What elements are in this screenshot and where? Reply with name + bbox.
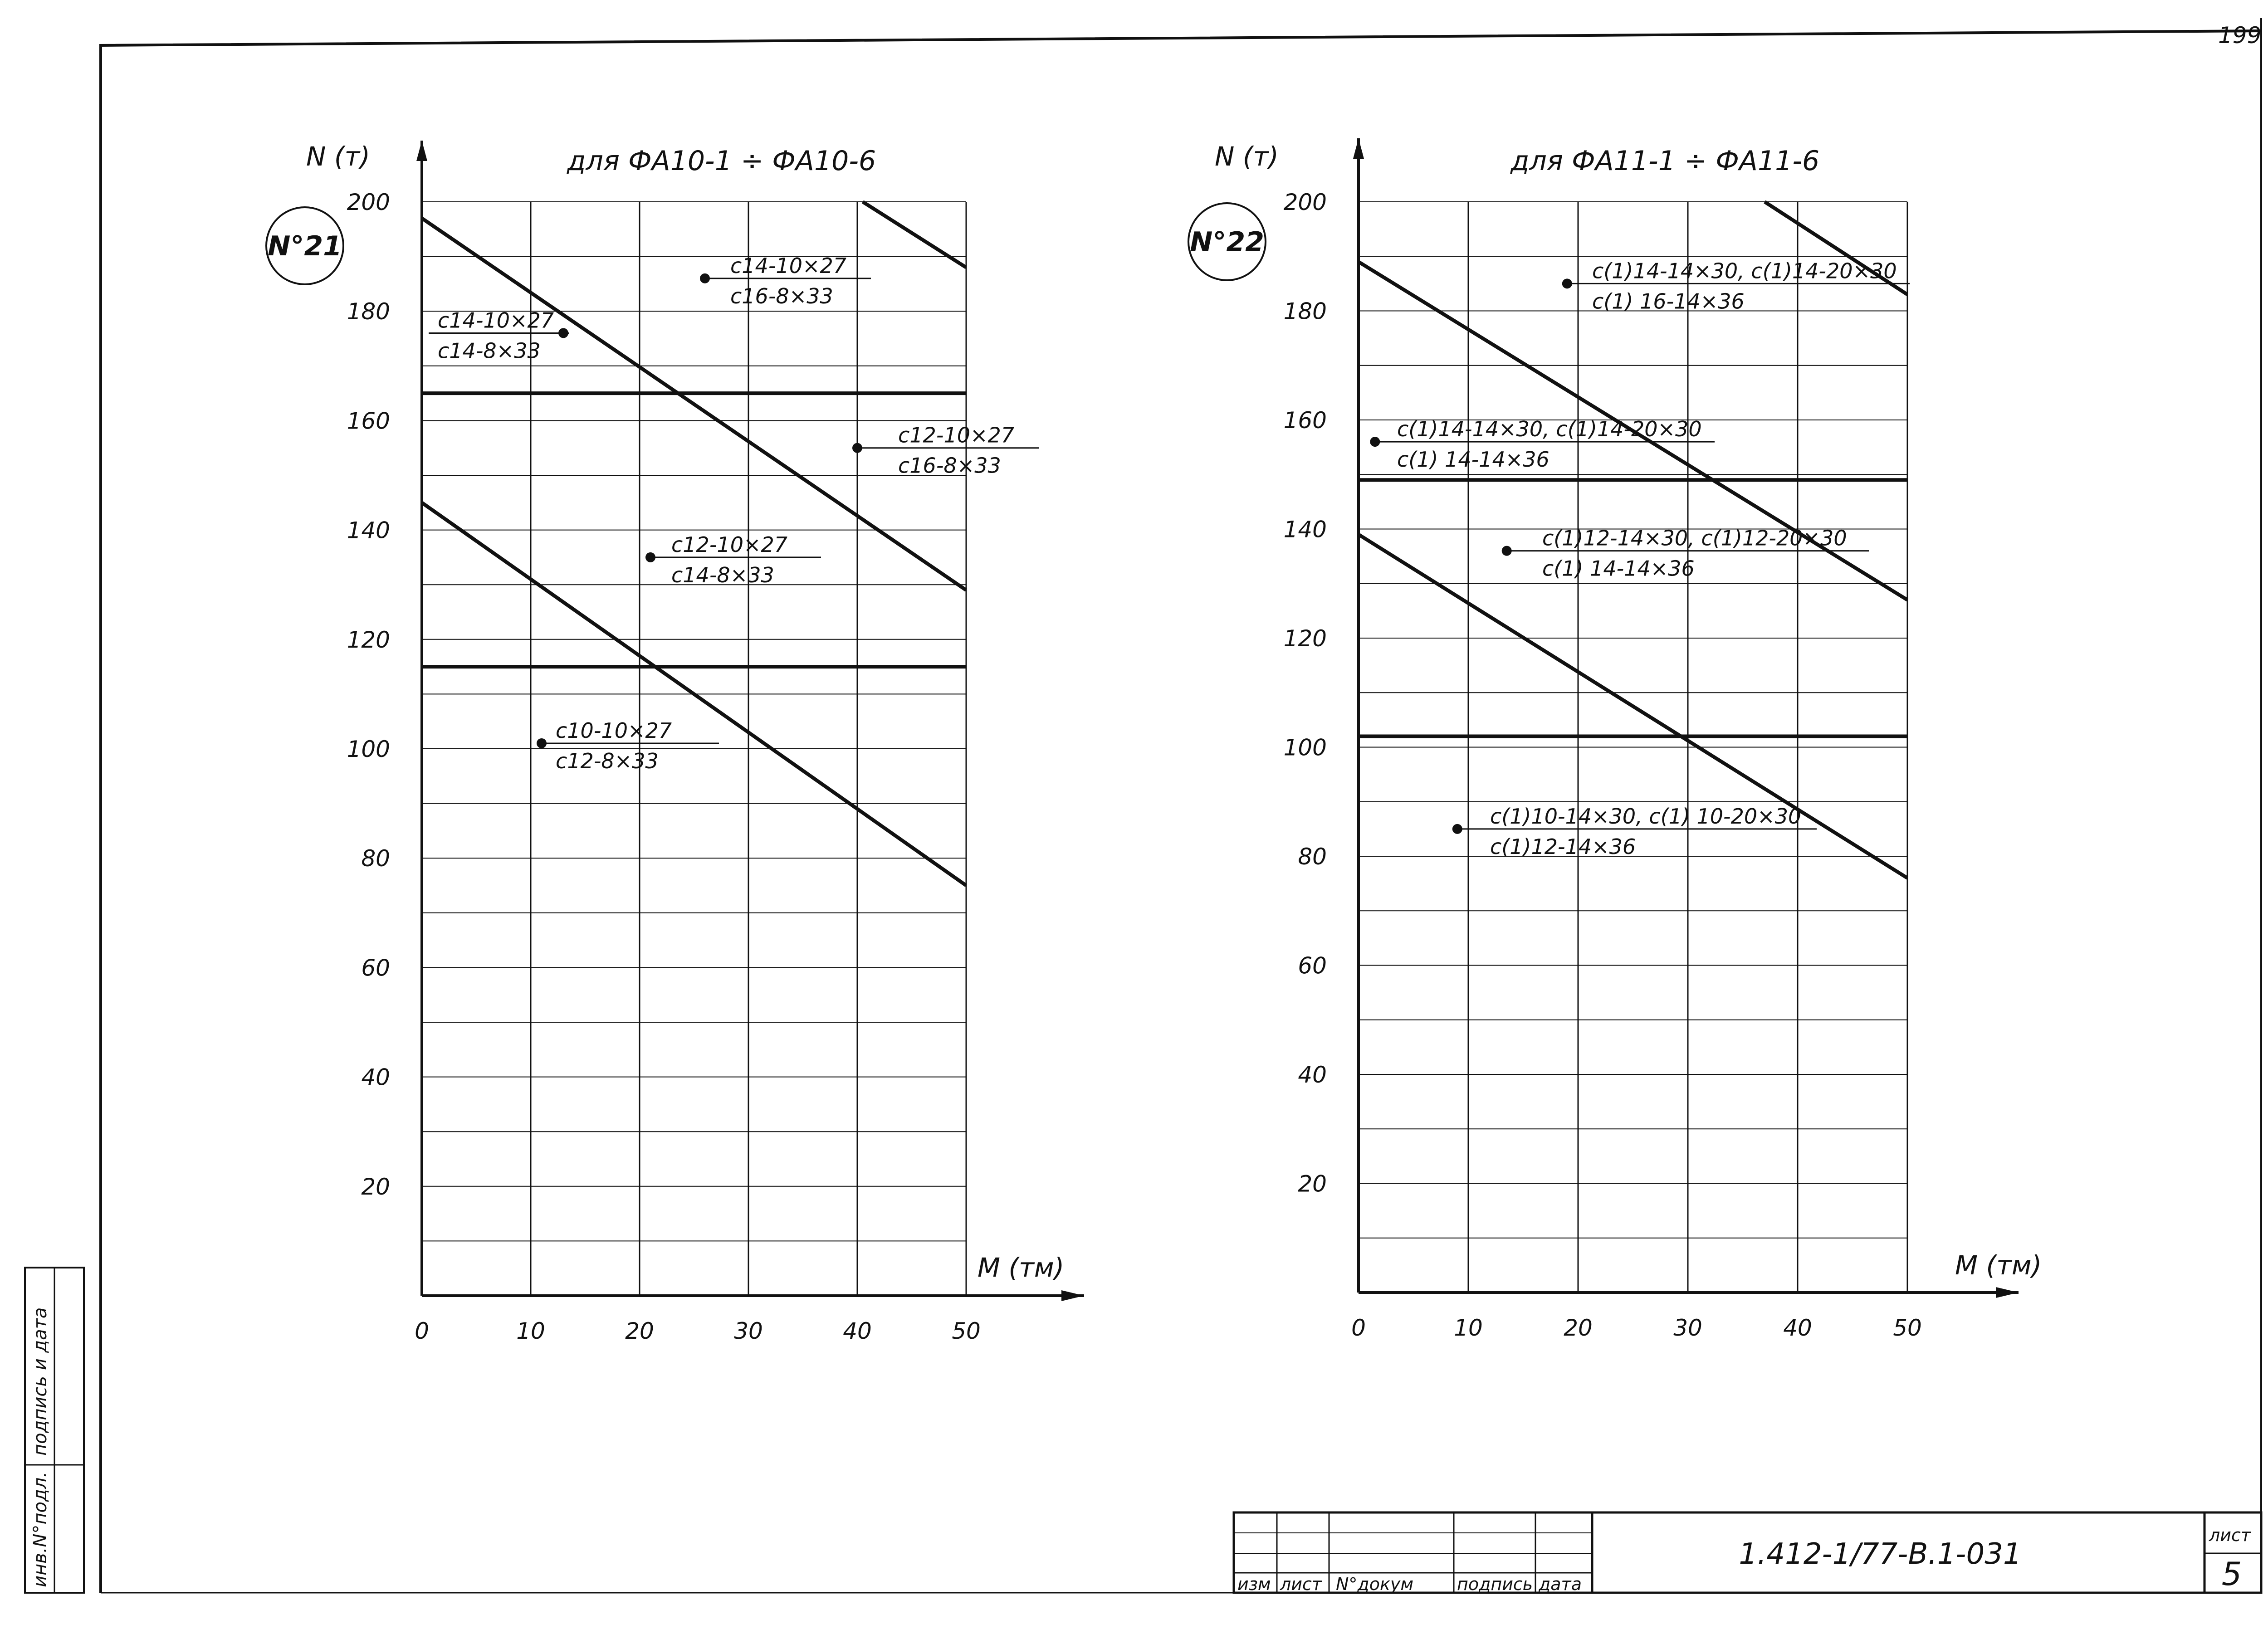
y-tick-label: 40 — [361, 1064, 390, 1091]
header-podpis: подпись — [1457, 1574, 1533, 1594]
title-block-headers — [1237, 1574, 1582, 1594]
y-axis-arrow — [1353, 138, 1364, 159]
x-axis-arrow — [1061, 1290, 1084, 1301]
x-tick-label: 40 — [1783, 1315, 1812, 1341]
y-tick-label: 120 — [1283, 625, 1327, 652]
annotation-denominator: с(1) 14-14×36 — [1542, 556, 1695, 581]
header-list: лист — [1280, 1574, 1322, 1594]
y-tick-label: 200 — [1283, 189, 1327, 215]
annotation-denominator: с(1) 14-14×36 — [1397, 447, 1549, 472]
annotation-numerator: с(1)10-14×30, с(1) 10-20×30 — [1490, 804, 1802, 829]
annotation-numerator: с(1)14-14×30, с(1)14-20×30 — [1592, 259, 1897, 283]
annotation-denominator: с16-8×33 — [730, 283, 833, 308]
y-tick-label: 140 — [1283, 516, 1327, 543]
sheet-number: 5 — [2221, 1556, 2242, 1593]
y-tick-label: 160 — [347, 408, 390, 434]
header-data: дата — [1539, 1574, 1582, 1594]
grid — [422, 202, 966, 1296]
y-tick-label: 180 — [347, 298, 390, 325]
annotation-numerator: с(1)14-14×30, с(1)14-20×30 — [1397, 417, 1702, 442]
y-axis-label: N (т) — [1215, 141, 1279, 172]
series-line — [863, 202, 966, 268]
y-tick-label: 160 — [1283, 407, 1327, 434]
y-tick-label: 200 — [347, 189, 390, 215]
y-tick-label: 40 — [1298, 1062, 1327, 1088]
x-axis-label: M (тм) — [1955, 1250, 2042, 1281]
y-tick-label: 140 — [347, 517, 390, 544]
y-tick-labels — [347, 189, 390, 1200]
annotation-denominator: с12-8×33 — [556, 748, 659, 773]
x-tick-label: 0 — [415, 1318, 429, 1344]
chart-21 — [266, 141, 1084, 1344]
y-tick-label: 60 — [361, 955, 390, 981]
annotation-numerator: с10-10×27 — [556, 718, 672, 743]
x-tick-label: 50 — [952, 1318, 981, 1344]
annotation-denominator: с14-8×33 — [671, 562, 774, 587]
annotation-numerator: с14-10×27 — [730, 253, 847, 278]
x-tick-label: 20 — [1564, 1315, 1593, 1341]
annotations — [1370, 259, 1910, 859]
x-tick-label: 50 — [1893, 1315, 1922, 1341]
x-tick-labels — [415, 1318, 981, 1344]
chart-badge — [1188, 203, 1266, 280]
annotation-numerator: с12-10×27 — [898, 423, 1015, 448]
y-tick-label: 120 — [347, 626, 390, 653]
x-tick-label: 20 — [625, 1318, 654, 1344]
chart-22 — [1188, 138, 2042, 1341]
y-tick-label: 80 — [361, 845, 390, 872]
annotation-numerator: с14-10×27 — [438, 308, 554, 333]
annotations — [429, 254, 1039, 773]
x-tick-labels — [1351, 1315, 1922, 1341]
sheet-label: лист — [2209, 1525, 2251, 1545]
x-tick-label: 30 — [1673, 1315, 1702, 1341]
x-axis-label: M (тм) — [978, 1252, 1065, 1283]
x-tick-label: 10 — [516, 1318, 545, 1344]
side-stamp-signature: подпись и дата — [30, 1307, 51, 1456]
y-tick-label: 60 — [1298, 952, 1327, 979]
side-stamp-inventory: инв.N°подл. — [30, 1472, 51, 1587]
y-tick-label: 80 — [1298, 844, 1327, 870]
x-axis-arrow — [1996, 1287, 2019, 1298]
annotation-numerator: с12-10×27 — [671, 532, 788, 557]
x-tick-label: 40 — [843, 1318, 872, 1344]
header-izm: изм — [1237, 1574, 1271, 1594]
x-tick-label: 0 — [1351, 1315, 1366, 1341]
y-tick-labels — [1284, 189, 1327, 1197]
chart-title: для ФА10-1 ÷ ФА10-6 — [567, 145, 876, 177]
document-code: 1.412-1/77-В.1-031 — [1739, 1537, 2022, 1571]
y-axis-label: N (т) — [306, 141, 370, 172]
badge-label: N°22 — [1190, 226, 1264, 258]
badge-label: N°21 — [268, 230, 342, 262]
annotation-denominator: с14-8×33 — [438, 338, 541, 363]
x-tick-label: 10 — [1454, 1315, 1483, 1341]
annotation-denominator: с(1) 16-14×36 — [1592, 289, 1745, 314]
annotation-denominator: с(1)12-14×36 — [1490, 834, 1636, 859]
y-axis-arrow — [416, 141, 427, 161]
y-tick-label: 100 — [347, 736, 390, 762]
header-dokum: N°докум — [1336, 1574, 1414, 1594]
y-tick-label: 100 — [1283, 734, 1327, 761]
y-tick-label: 180 — [1283, 298, 1327, 325]
grid — [1359, 202, 1907, 1293]
annotation-denominator: с16-8×33 — [898, 453, 1001, 478]
chart-badge — [266, 207, 343, 284]
annotation-numerator: с(1)12-14×30, с(1)12-20×30 — [1542, 526, 1847, 551]
chart-title: для ФА11-1 ÷ ФА11-6 — [1510, 145, 1820, 177]
x-tick-label: 30 — [734, 1318, 763, 1344]
y-tick-label: 20 — [1298, 1171, 1327, 1197]
sheet-frame — [101, 18, 2261, 1593]
y-tick-label: 20 — [361, 1173, 390, 1200]
corner-number: 199 — [2218, 22, 2262, 49]
